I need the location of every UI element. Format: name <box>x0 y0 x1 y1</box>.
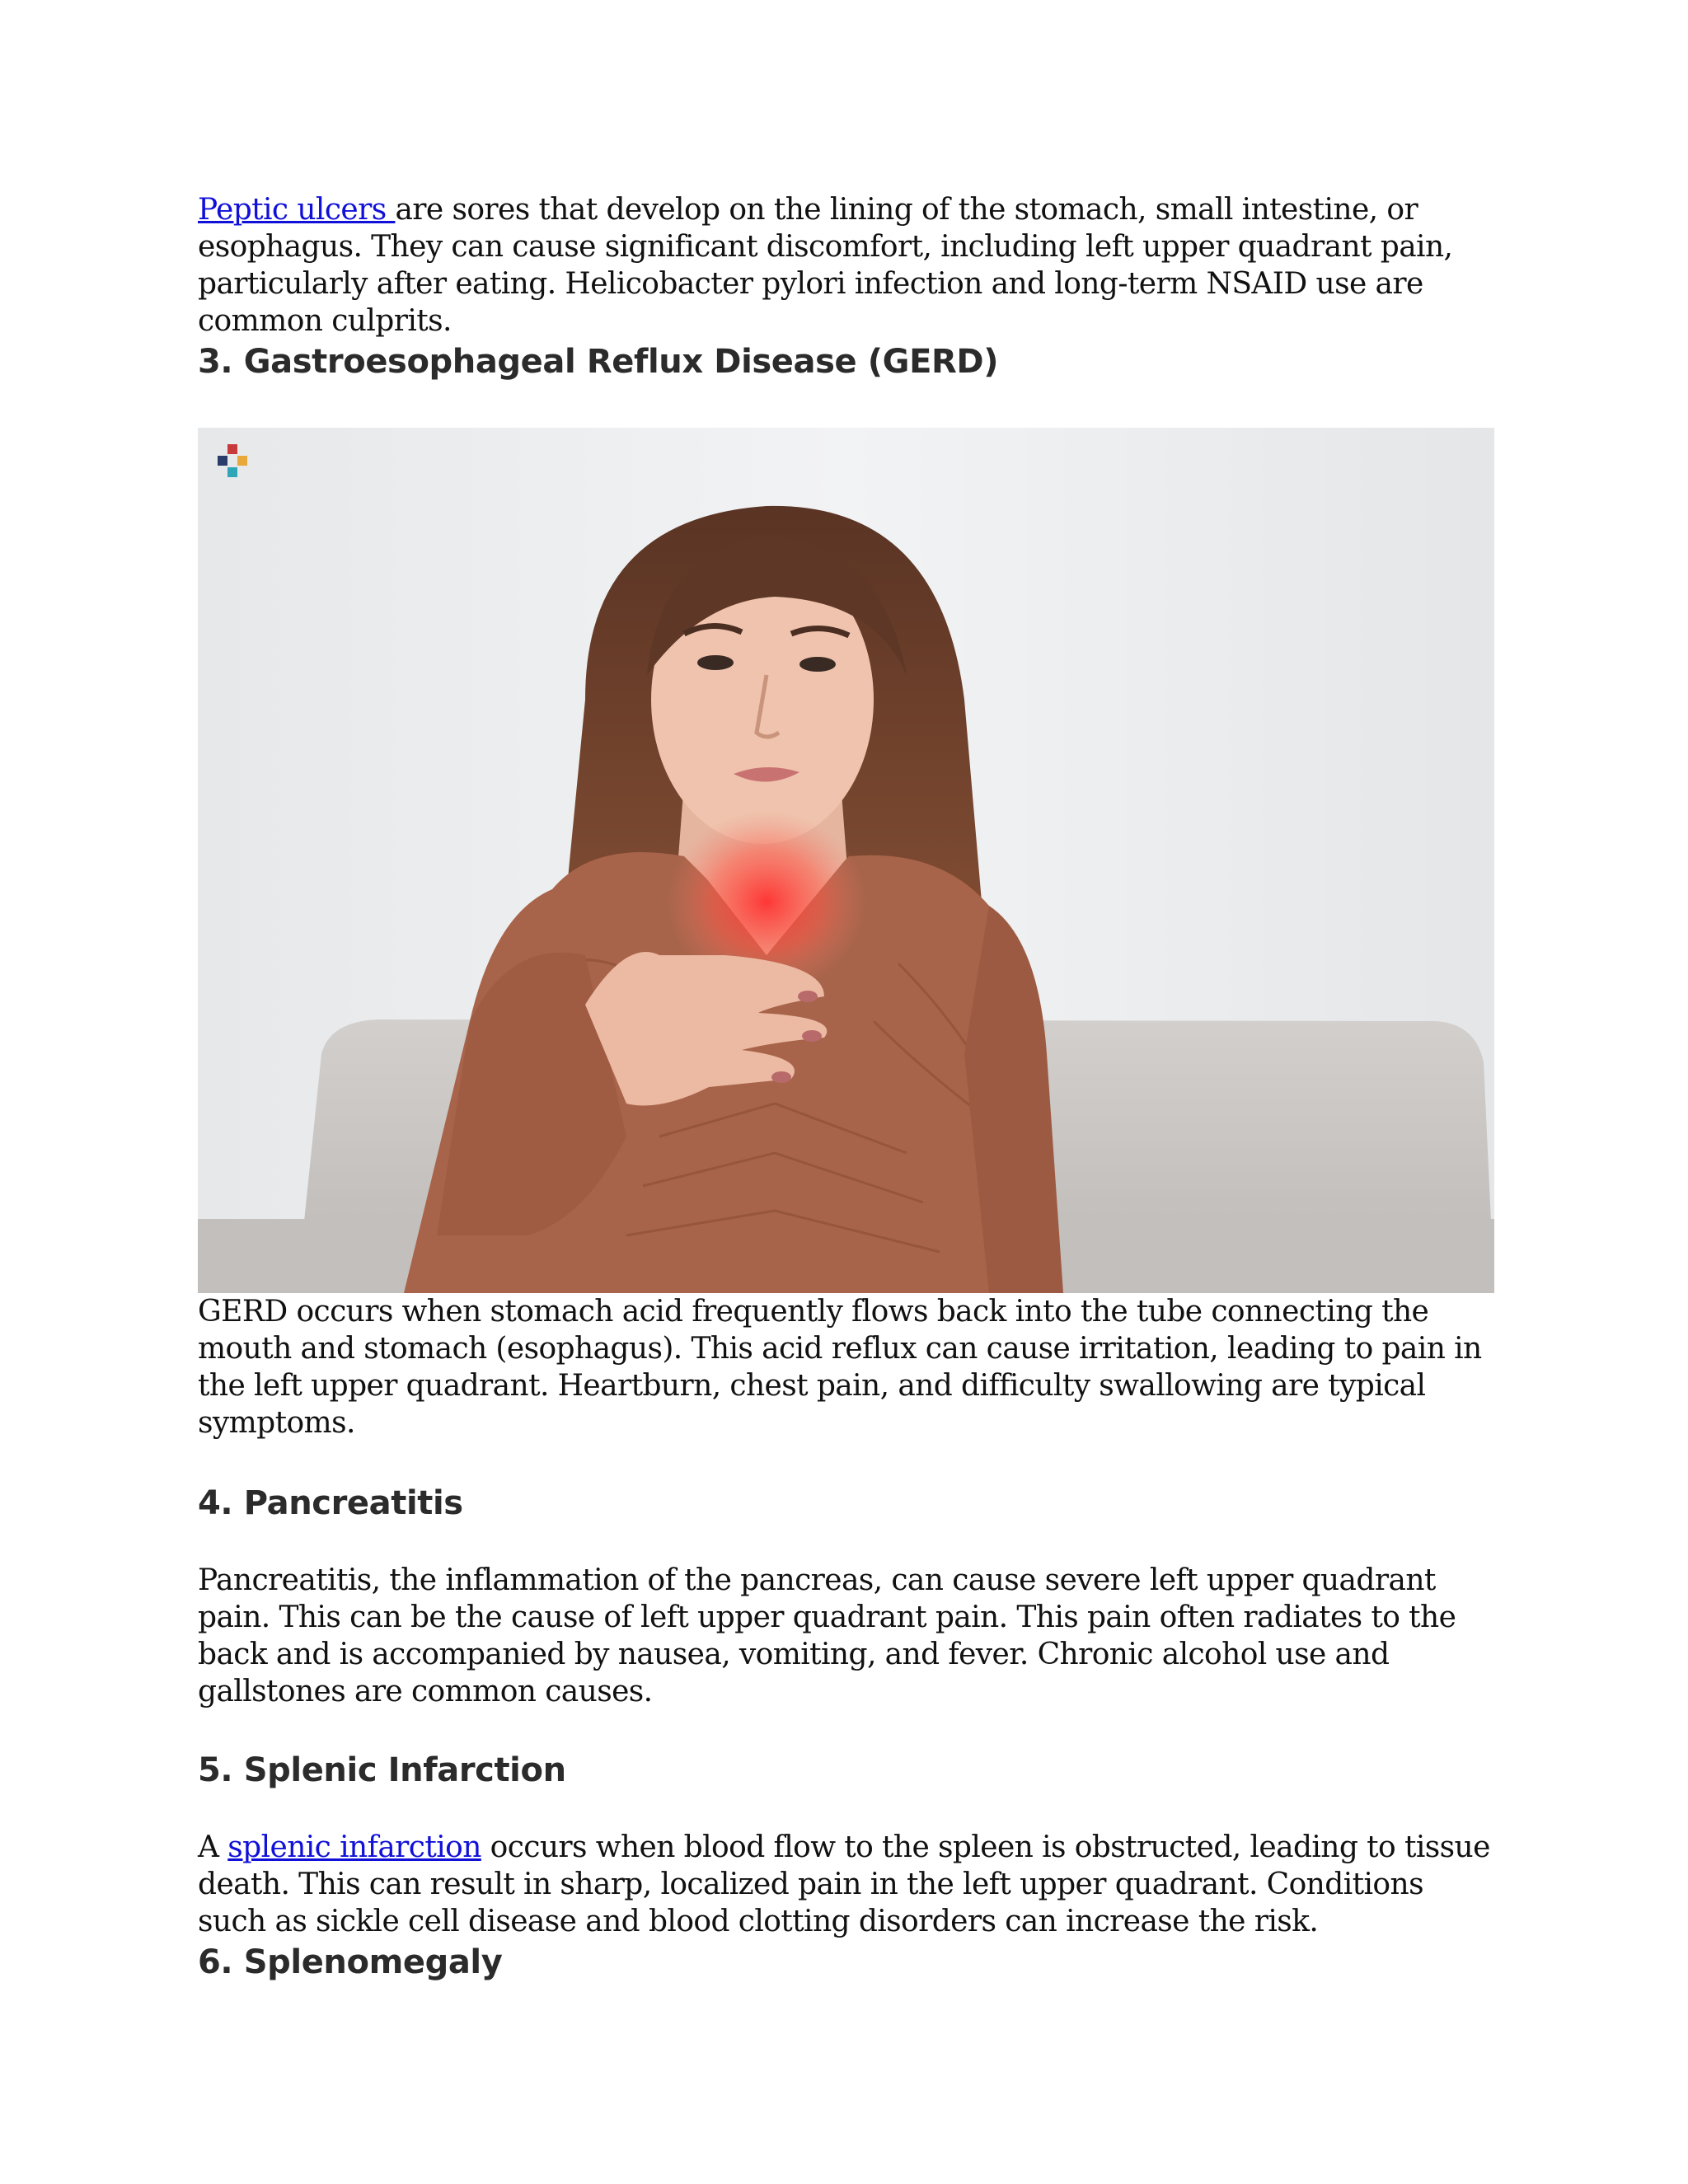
splenic-infarction-link[interactable]: splenic infarction <box>227 1830 481 1864</box>
peptic-ulcers-paragraph <box>198 191 1500 340</box>
gerd-paragraph: GERD occurs when stomach acid frequently flows back into the tube connecting the mouth and stomach (esophagus). This acid reflux can cause irritation, leading to pain in the left upper quadrant. Heartburn, chest pain, and difficulty swallowing are typical symptoms. <box>198 1295 1482 1440</box>
pancreatitis-paragraph: Pancreatitis, the inflammation of the pancreas, can cause severe left upper quadrant pain. This can be the cause of left upper quadrant pain. This pain often radiates to the back and is accompanied by nausea, vomiting, and fever. Chronic alcohol use and gallstones are common causes. <box>198 1563 1456 1708</box>
splenomegaly-heading: 6. Splenomegaly <box>198 1943 503 1981</box>
woman-heartburn-photo <box>198 428 1494 1293</box>
gerd-photo <box>198 428 1494 1293</box>
peptic-ulcers-text: are sores that develop on the lining of the stomach, small intestine, or esophagus. They can cause significant discomfort, including left upper quadrant pain, particularly after eating. Helicobacter pylori infection and long-term NSAID use are common culprits. <box>198 193 1453 338</box>
splenic-infarction-paragraph <box>198 1829 1500 1940</box>
article-content <box>198 191 1500 1985</box>
medical-cross-logo-icon <box>209 439 259 489</box>
splenic-infarction-text: occurs when blood flow to the spleen is obstructed, leading to tissue death. This can result in sharp, localized pain in the left upper quadrant. Conditions such as sickle cell disease and blood clotting disorders can increase the risk. <box>198 1830 1490 1938</box>
pancreatitis-heading: 4. Pancreatitis <box>198 1484 463 1522</box>
splenic-prefix: A <box>198 1830 228 1864</box>
splenic-infarction-heading: 5. Splenic Infarction <box>198 1751 566 1789</box>
gerd-heading: 3. Gastroesophageal Reflux Disease (GERD) <box>198 343 999 381</box>
peptic-ulcers-link[interactable]: Peptic ulcers <box>198 193 396 227</box>
